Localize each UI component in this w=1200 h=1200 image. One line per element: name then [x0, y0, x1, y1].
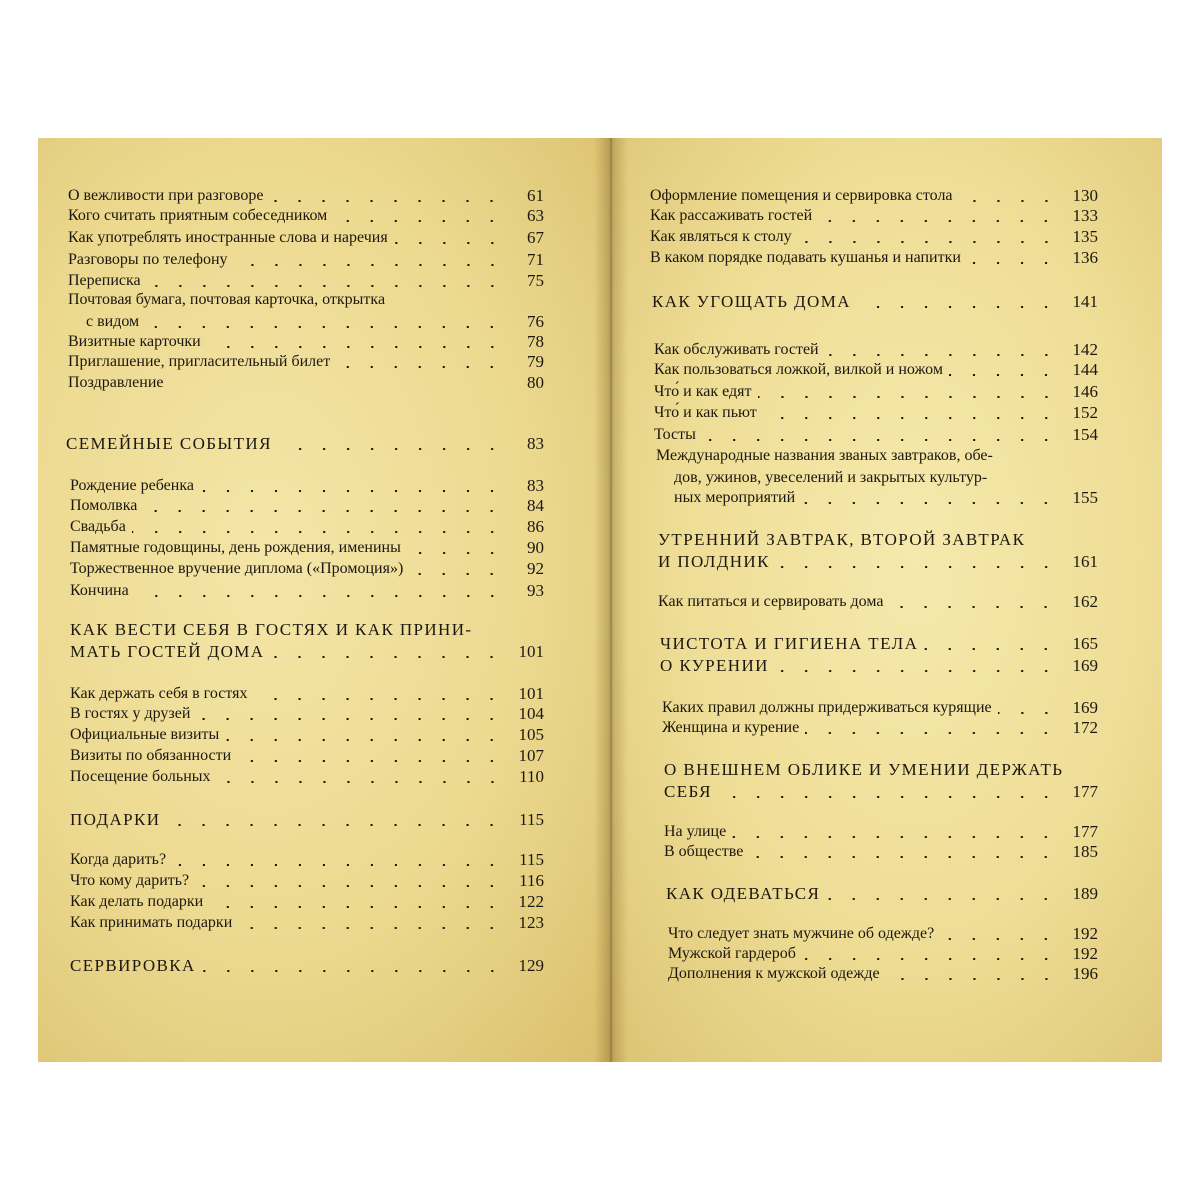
toc-leader: [702, 439, 1058, 441]
toc-section-title: СЕМЕЙНЫЕ СОБЫТИЯ: [66, 434, 272, 453]
toc-page-number: 83: [527, 434, 544, 453]
toc-page-number: 67: [527, 228, 544, 247]
toc-entry-heading-line: [656, 446, 1098, 466]
toc-section: [66, 434, 544, 454]
toc-entry-heading-line: [656, 468, 1098, 488]
toc-entry-title: Как держать себя в гостях: [70, 685, 248, 702]
toc-page-number: 83: [527, 476, 544, 495]
book-spread: [38, 138, 1162, 1062]
toc-entry: [70, 892, 544, 912]
toc-entry: [70, 725, 544, 745]
toc-entry-title: Свадьба: [70, 518, 126, 535]
toc-section: [660, 634, 1098, 654]
toc-leader: [718, 796, 1058, 798]
toc-entry-title: Когда дарить?: [70, 851, 167, 868]
toc-section-title: КАК ВЕСТИ СЕБЯ В ГОСТЯХ И КАК ПРИНИ-: [70, 620, 473, 639]
toc-entry: [650, 186, 1098, 206]
toc-leader: [145, 326, 504, 328]
toc-section: [664, 782, 1098, 802]
toc-entry-title-continued: дов, ужинов, увеселений и закрытых культур-: [674, 469, 988, 486]
toc-entry-title: Тосты: [654, 426, 696, 443]
toc-entry-title: Кого считать приятным собеседником: [68, 207, 328, 224]
toc-section: [70, 810, 544, 830]
right-page: [610, 138, 1162, 1062]
toc-entry: [68, 373, 544, 393]
toc-page-number: 123: [518, 913, 544, 932]
toc-entry: [70, 581, 544, 601]
toc-leader: [889, 606, 1058, 608]
toc-page-number: 92: [527, 559, 544, 578]
toc-entry: [68, 312, 544, 332]
toc-section-title: КАК УГОЩАТЬ ДОМА: [652, 292, 851, 311]
toc-section: [666, 884, 1098, 904]
toc-entry-title: Как питаться и сервировать дома: [658, 593, 884, 610]
toc-leader: [172, 864, 504, 866]
toc-entry: [668, 964, 1098, 984]
toc-page-number: 133: [1072, 206, 1098, 225]
toc-page-number: 110: [519, 767, 544, 786]
toc-entry-title: Официальные визиты: [70, 726, 220, 743]
toc-right: [610, 138, 1162, 1062]
toc-page-number: 189: [1072, 884, 1098, 903]
toc-leader: [949, 374, 1058, 376]
toc-entry: [70, 871, 544, 891]
toc-leader: [763, 417, 1058, 419]
toc-leader: [802, 958, 1058, 960]
toc-page-number: 71: [527, 250, 544, 269]
toc-entry-title: Визиты по обязанности: [70, 747, 232, 764]
toc-leader: [826, 898, 1058, 900]
toc-page-number: 192: [1072, 944, 1098, 963]
toc-leader: [269, 200, 504, 202]
toc-entry-heading-line: [68, 290, 544, 310]
toc-entry: [70, 767, 544, 787]
toc-leader: [217, 781, 504, 783]
toc-leader: [798, 241, 1058, 243]
toc-page-number: 107: [518, 746, 544, 765]
toc-entry: [650, 206, 1098, 226]
toc-entry: [68, 250, 544, 270]
toc-entry: [664, 822, 1098, 842]
toc-entry-title: Как принимать подарки: [70, 914, 233, 931]
toc-entry-title: Женщина и курение: [662, 719, 800, 736]
toc-entry-title: Поздравление: [68, 374, 164, 391]
toc-leader: [209, 906, 504, 908]
toc-leader: [166, 824, 504, 826]
toc-section-title: СЕРВИРОВКА: [70, 956, 196, 975]
toc-leader: [225, 739, 504, 741]
toc-leader: [825, 354, 1058, 356]
toc-entry-title: Что следует знать мужчине об одежде?: [668, 925, 935, 942]
toc-entry: [656, 488, 1098, 508]
toc-entry: [650, 248, 1098, 268]
toc-entry: [654, 403, 1098, 423]
toc-leader: [143, 510, 504, 512]
toc-page-number: 161: [1072, 552, 1098, 571]
toc-page-number: 142: [1072, 340, 1098, 359]
toc-leader: [998, 712, 1058, 714]
toc-entry-title-continued: с видом: [86, 313, 140, 330]
toc-leader: [207, 346, 504, 348]
toc-entry: [70, 496, 544, 516]
toc-entry: [70, 517, 544, 537]
toc-entry-title: Разговоры по телефону: [68, 251, 228, 268]
toc-entry: [68, 186, 544, 206]
toc-entry: [68, 352, 544, 372]
toc-leader: [959, 200, 1058, 202]
toc-section-title: КАК ОДЕВАТЬСЯ: [666, 884, 821, 903]
toc-entry-title: Торжественное вручение диплома («Промоция»): [70, 560, 404, 577]
toc-leader: [135, 595, 504, 597]
toc-page-number: 177: [1072, 822, 1098, 841]
toc-entry: [70, 684, 544, 704]
toc-entry: [654, 425, 1098, 445]
toc-entry: [654, 382, 1098, 402]
toc-leader: [857, 306, 1058, 308]
toc-leader: [940, 938, 1058, 940]
toc-page-number: 177: [1072, 782, 1098, 801]
toc-page-number: 146: [1072, 382, 1098, 401]
toc-section-title-continued: СЕБЯ: [664, 782, 712, 801]
toc-entry-title: Помолвка: [70, 497, 138, 514]
toc-entry-title: Как делать подарки: [70, 893, 204, 910]
toc-leader: [196, 718, 504, 720]
toc-leader: [749, 856, 1058, 858]
toc-leader: [394, 242, 504, 244]
toc-leader: [278, 448, 504, 450]
toc-page-number: 165: [1072, 634, 1098, 653]
toc-leader: [801, 502, 1058, 504]
toc-entry-title: Как рассаживать гостей: [650, 207, 813, 224]
toc-page-number: 63: [527, 206, 544, 225]
toc-section-heading-line: [664, 760, 1098, 780]
toc-entry: [70, 850, 544, 870]
toc-entry-title: В каком порядке подавать кушанья и напитки: [650, 249, 961, 266]
toc-entry-title: Визитные карточки: [68, 333, 201, 350]
toc-page-number: 90: [527, 538, 544, 557]
toc-entry: [662, 698, 1098, 718]
toc-page-number: 129: [518, 956, 544, 975]
toc-leader: [200, 490, 504, 492]
toc-page-number: 152: [1072, 403, 1098, 422]
toc-section: [660, 656, 1098, 676]
toc-entry-title: В гостях у друзей: [70, 705, 191, 722]
toc-entry: [70, 704, 544, 724]
toc-entry: [664, 842, 1098, 862]
toc-leader: [270, 656, 504, 658]
toc-section-title: УТРЕННИЙ ЗАВТРАК, ВТОРОЙ ЗАВТРАК: [658, 530, 1026, 549]
toc-entry: [70, 476, 544, 496]
toc-page-number: 104: [518, 704, 544, 723]
toc-page-number: 101: [518, 642, 544, 661]
toc-page-number: 105: [518, 725, 544, 744]
toc-section-title-continued: МАТЬ ГОСТЕЙ ДОМА: [70, 642, 265, 661]
toc-entry-title: Что́ и как едят: [654, 383, 752, 400]
toc-page-number: 122: [518, 892, 544, 911]
toc-leader: [886, 978, 1058, 980]
toc-leader: [234, 264, 504, 266]
toc-page-number: 185: [1072, 842, 1098, 861]
toc-page-number: 162: [1072, 592, 1098, 611]
toc-section-title: О ВНЕШНЕМ ОБЛИКЕ И УМЕНИИ ДЕРЖАТЬ: [664, 760, 1064, 779]
toc-page-number: 144: [1072, 360, 1098, 379]
toc-section-title: ПОДАРКИ: [70, 810, 161, 829]
toc-entry-title: Рождение ребенка: [70, 477, 194, 494]
toc-entry: [70, 538, 544, 558]
toc-entry: [68, 206, 544, 226]
toc-section-title: ЧИСТОТА И ГИГИЕНА ТЕЛА: [660, 634, 919, 653]
toc-page-number: 86: [527, 517, 544, 536]
toc-page-number: 84: [527, 496, 544, 515]
toc-page-number: 130: [1072, 186, 1098, 205]
toc-section-title: О КУРЕНИИ: [660, 656, 769, 675]
toc-entry-title: Переписка: [68, 272, 141, 289]
toc-entry: [70, 559, 544, 579]
toc-leader: [924, 648, 1058, 650]
toc-entry-title: Каких правил должны придерживаться курящие: [662, 699, 992, 716]
toc-leader: [147, 285, 504, 287]
toc-entry: [654, 340, 1098, 360]
toc-entry-title: Мужской гардероб: [668, 945, 796, 962]
toc-entry: [654, 360, 1098, 380]
toc-section-title-continued: И ПОЛДНИК: [658, 552, 770, 571]
toc-page-number: 172: [1072, 718, 1098, 737]
toc-leader: [253, 698, 504, 700]
toc-entry-title: Международные названия званых завтраков, обе-: [656, 447, 993, 464]
toc-entry-title: Как обслуживать гостей: [654, 341, 819, 358]
toc-page-number: 155: [1072, 488, 1098, 507]
toc-leader: [202, 970, 504, 972]
toc-page-number: 192: [1072, 924, 1098, 943]
toc-entry: [658, 592, 1098, 612]
toc-leader: [336, 366, 504, 368]
toc-page-number: 101: [518, 684, 544, 703]
toc-entry-title: Посещение больных: [70, 768, 211, 785]
toc-section: [652, 292, 1098, 312]
toc-page-number: 141: [1072, 292, 1098, 311]
toc-page-number: 115: [519, 850, 544, 869]
toc-page-number: 79: [527, 352, 544, 371]
left-page: [38, 138, 610, 1062]
toc-entry-title: Как употреблять иностранные слова и наречия: [68, 229, 388, 246]
toc-page-number: 80: [527, 373, 544, 392]
toc-entry-title: Кончина: [70, 582, 129, 599]
toc-page-number: 75: [527, 271, 544, 290]
toc-leader: [776, 566, 1058, 568]
toc-page-number: 61: [527, 186, 544, 205]
toc-leader: [238, 927, 504, 929]
toc-leader: [132, 531, 504, 533]
toc-page-number: 154: [1072, 425, 1098, 444]
toc-page-number: 169: [1072, 656, 1098, 675]
toc-leader: [195, 885, 504, 887]
toc-entry: [668, 944, 1098, 964]
toc-page-number: 78: [527, 332, 544, 351]
toc-entry-title: Памятные годовщины, день рождения, именины: [70, 539, 401, 556]
toc-entry-title: Что кому дарить?: [70, 872, 190, 889]
toc-section-heading-line: [70, 620, 544, 640]
toc-leader: [407, 552, 504, 554]
toc-entry: [70, 913, 544, 933]
toc-entry-title: Приглашение, пригласительный билет: [68, 353, 331, 370]
toc-section: [70, 956, 544, 976]
toc-entry-title: Что́ и как пьют: [654, 404, 757, 421]
toc-entry-title-continued: ных мероприятий: [674, 489, 796, 506]
toc-leader: [818, 220, 1058, 222]
toc-page-number: 115: [519, 810, 544, 829]
toc-entry: [650, 227, 1098, 247]
toc-section: [70, 642, 544, 662]
toc-entry-title: Как пользоваться ложкой, вилкой и ножом: [654, 361, 943, 378]
toc-page-number: 76: [527, 312, 544, 331]
toc-leader: [333, 220, 504, 222]
toc-entry: [668, 924, 1098, 944]
toc-page-number: 116: [519, 871, 544, 890]
toc-leader: [732, 836, 1058, 838]
toc-leader: [775, 670, 1058, 672]
toc-leader: [758, 396, 1058, 398]
toc-leader: [237, 760, 504, 762]
toc-entry-title: Как являться к столу: [650, 228, 792, 245]
toc-leader: [805, 732, 1058, 734]
toc-page-number: 196: [1072, 964, 1098, 983]
toc-entry-title: Почтовая бумага, почтовая карточка, открытка: [68, 291, 386, 308]
toc-page-number: 136: [1072, 248, 1098, 267]
toc-entry-title: На улице: [664, 823, 727, 840]
toc-entry: [662, 718, 1098, 738]
toc-entry-title: В обществе: [664, 843, 744, 860]
toc-entry-title: Дополнения к мужской одежде: [668, 965, 880, 982]
toc-page-number: 93: [527, 581, 544, 600]
toc-entry-title: О вежливости при разговоре: [68, 187, 264, 204]
toc-entry: [68, 228, 544, 248]
toc-entry-title: Оформление помещения и сервировка стола: [650, 187, 953, 204]
toc-leader: [409, 573, 504, 575]
toc-left: [38, 138, 610, 1062]
toc-entry: [70, 746, 544, 766]
toc-section-heading-line: [658, 530, 1098, 550]
toc-section: [658, 552, 1098, 572]
toc-entry: [68, 271, 544, 291]
toc-leader: [967, 262, 1058, 264]
toc-page-number: 135: [1072, 227, 1098, 246]
toc-entry: [68, 332, 544, 352]
toc-page-number: 169: [1072, 698, 1098, 717]
